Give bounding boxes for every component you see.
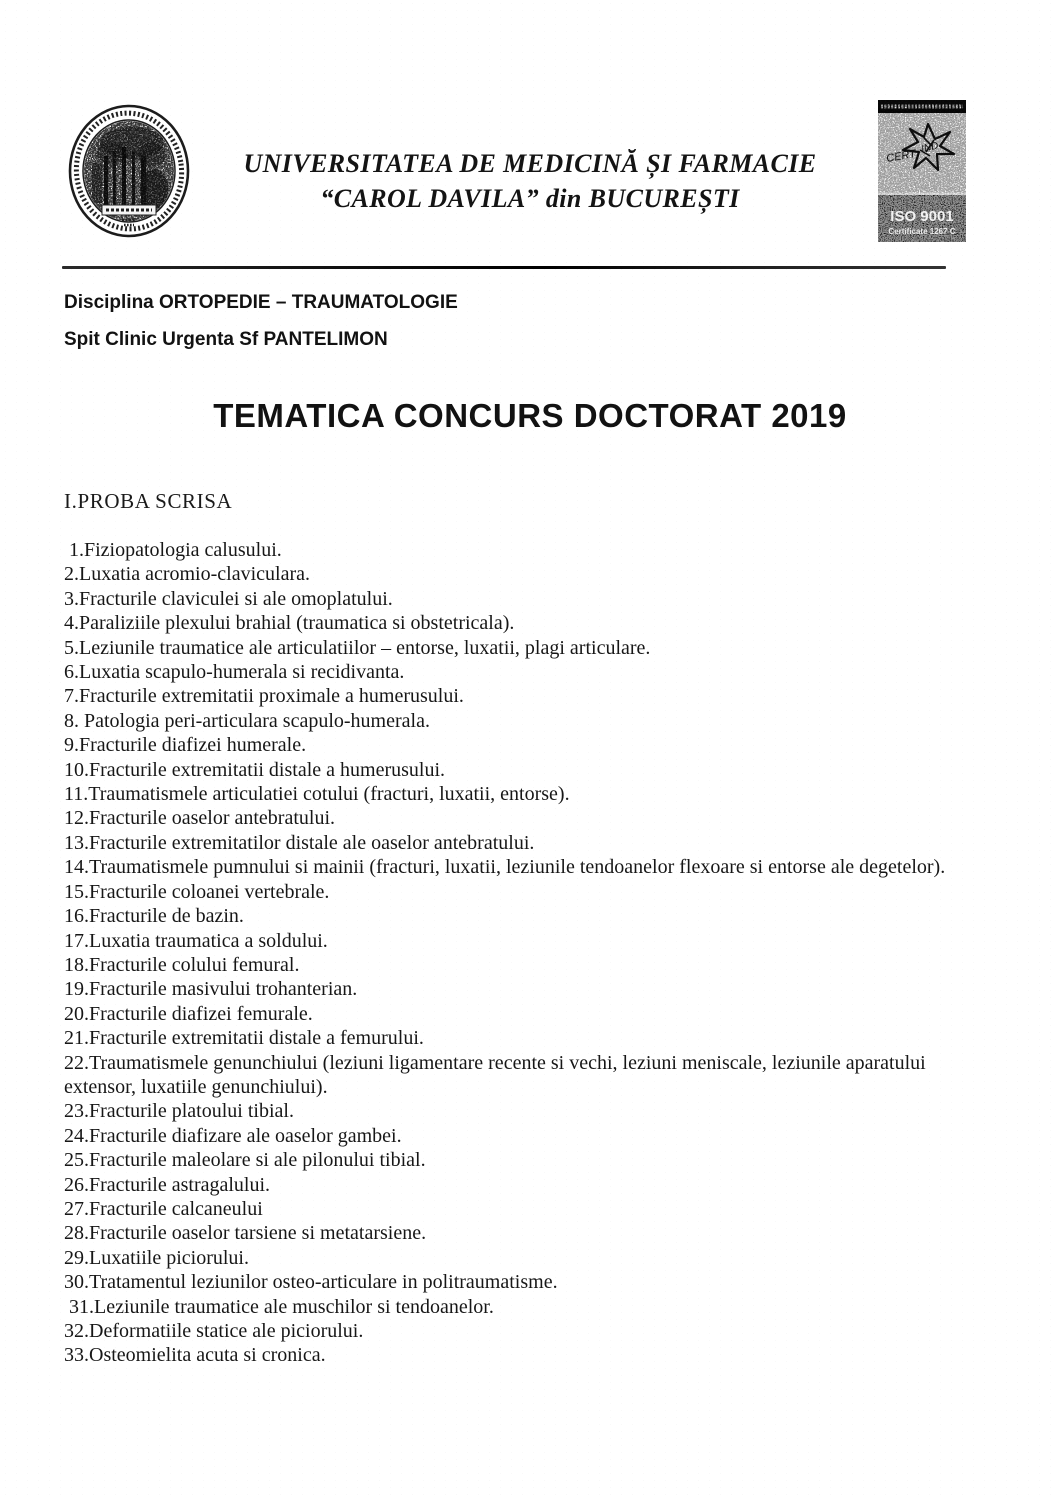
list-item: 20.Fracturile diafizei femurale.: [64, 1002, 313, 1025]
page-title: TEMATICA CONCURS DOCTORAT 2019: [213, 397, 847, 434]
list-item: 7.Fracturile extremitatii proximale a humerusului.: [64, 685, 464, 708]
list-item: 15.Fracturile coloanei vertebrale.: [64, 880, 330, 903]
list-item: 3.Fracturile claviculei si ale omoplatului.: [64, 587, 393, 610]
clinic-label: Spit Clinic Urgenta Sf PANTELIMON: [64, 329, 388, 350]
list-item: 14.Traumatismele pumnului si mainii (fracturi, luxatii, leziunile tendoanelor flexoare si entorse ale degetelor).: [64, 856, 946, 879]
topic-list: [64, 538, 992, 1368]
university-name-line1: UNIVERSITATEA DE MEDICINĂ ȘI FARMACIE: [243, 149, 817, 178]
section-heading: I.PROBA SCRISA: [64, 489, 233, 513]
list-item: 9.Fracturile diafizei humerale.: [64, 734, 307, 757]
list-item: 23.Fracturile platoului tibial.: [64, 1100, 294, 1123]
document-header: [170, 146, 890, 216]
list-item: 31.Leziunile traumatice ale muschilor si tendoanelor.: [64, 1295, 494, 1318]
list-item: 33.Osteomielita acuta si cronica.: [64, 1344, 326, 1367]
cert-org-line2: IND: [920, 140, 940, 155]
list-item: 12.Fracturile oaselor antebratului.: [64, 807, 336, 830]
list-item: 32.Deformatiile statice ale piciorului.: [64, 1320, 364, 1342]
iso-badge-svg: [878, 100, 966, 242]
list-item: 16.Fracturile de bazin.: [64, 905, 244, 928]
certificate-number-label: Certificate 1267 C: [888, 227, 956, 236]
list-item: 4.Paraliziile plexului brahial (traumatica si obstetricala).: [64, 612, 515, 635]
list-item: 5.Leziunile traumatice ale articulatiilor – entorse, luxatii, plagi articulare.: [64, 636, 651, 659]
list-item: 6.Luxatia scapulo-humerala si recidivanta.: [64, 661, 405, 684]
list-item: 29.Luxatiile piciorului.: [64, 1246, 249, 1269]
list-item: 30.Tratamentul leziunilor osteo-articulare in politraumatisme.: [64, 1271, 558, 1294]
list-item: 26.Fracturile astragalului.: [64, 1173, 271, 1196]
list-item: 8. Patologia peri-articulara scapulo-humerala.: [64, 709, 430, 732]
university-name-line2: “CAROL DAVILA” din BUCUREȘTI: [320, 184, 740, 213]
list-item: 1.Fiziopatologia calusului.: [64, 539, 282, 561]
list-item: 25.Fracturile maleolare si ale pilonului tibial.: [64, 1149, 426, 1172]
list-item: 17.Luxatia traumatica a soldului.: [64, 929, 328, 952]
iso-9001-label: ISO 9001: [890, 208, 954, 225]
list-item: 19.Fracturile masivului trohanterian.: [64, 978, 358, 1001]
list-item: 24.Fracturile diafizare ale oaselor gambei.: [64, 1124, 402, 1147]
list-item: 18.Fracturile colului femural.: [64, 953, 300, 976]
list-item: 27.Fracturile calcaneului: [64, 1197, 263, 1220]
list-item: 11.Traumatismele articulatiei cotului (fracturi, luxatii, entorse).: [64, 783, 570, 806]
discipline-label: Disciplina ORTOPEDIE – TRAUMATOLOGIE: [64, 292, 458, 313]
cert-org-line1: CERT: [885, 147, 917, 165]
list-item: 28.Fracturile oaselor tarsiene si metatarsiene.: [64, 1222, 427, 1245]
list-item: 2.Luxatia acromio-claviculara.: [64, 563, 310, 586]
list-item: 22.Traumatismele genunchiului (leziuni ligamentare recente si vechi, leziuni meniscale, leziunile aparatului extensor, luxatiile genunchiului).: [64, 1051, 931, 1098]
list-item: 10.Fracturile extremitatii distale a humerusului.: [64, 758, 446, 781]
horizontal-divider: [62, 266, 946, 269]
list-item: 21.Fracturile extremitatii distale a femurului.: [64, 1027, 424, 1050]
iso-certification-badge-icon: [878, 100, 966, 242]
list-item: 13.Fracturile extremitatilor distale ale oaselor antebratului.: [64, 831, 535, 854]
